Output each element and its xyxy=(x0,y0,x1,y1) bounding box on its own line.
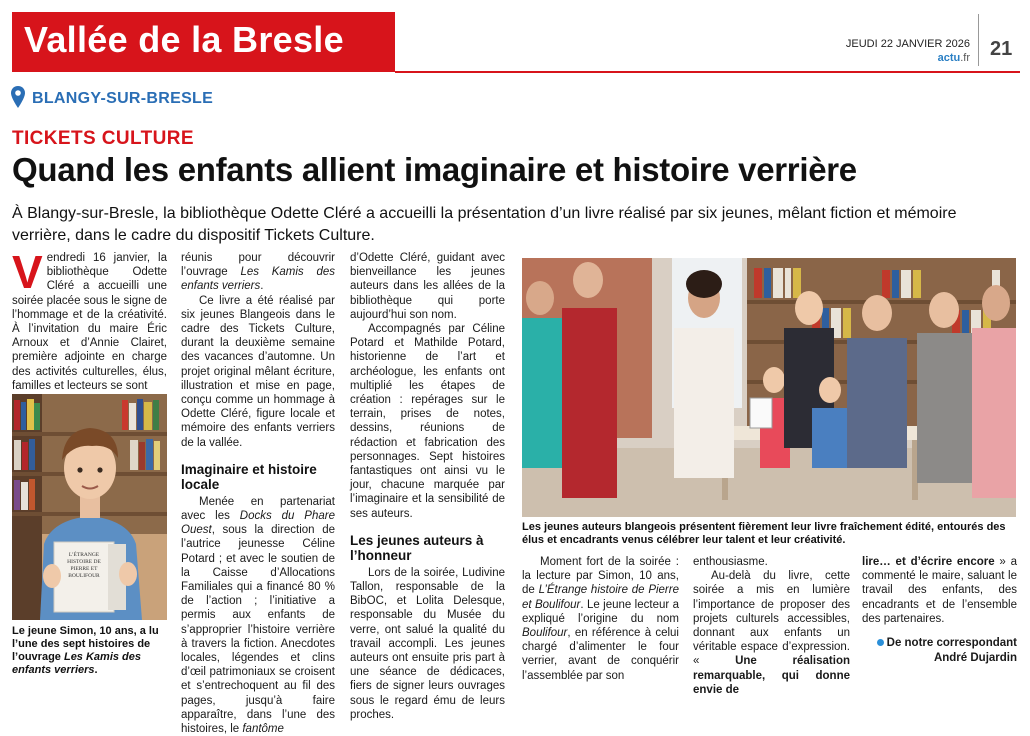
site-tld: .fr xyxy=(960,52,970,64)
article-lead: À Blangy-sur-Bresle, la bibliothèque Odette Cléré a accueilli la présentation d’un livre réalisé par six jeunes, mêlant fiction et mémoire verrière, dans le cadre du dispositif Tickets Culture. xyxy=(12,205,957,244)
drop-cap: V xyxy=(12,246,43,298)
paragraph: d’Odette Cléré, guidant avec bienveillance les jeunes auteurs dans les allées de la bibliothèque qui porte aujourd’hui son nom. xyxy=(350,252,505,321)
location-pin-icon xyxy=(11,86,25,108)
article-column-5 xyxy=(693,555,850,697)
book-title: L’Étrange histoire de Pierre et Boulifour xyxy=(522,584,679,611)
book-title: Les Kamis des enfants verriers xyxy=(181,266,335,293)
photo-group xyxy=(522,258,1016,517)
partner-name: Docks du Phare Ouest xyxy=(181,510,335,537)
paragraph: Lors de la soirée, Ludivine Tallon, responsable de la BibOC, et Lolita Delesque, responsable du Musée du verre, ont salué la qualité du travail accompli. Les jeunes auteurs ont ensuite pris part à une séance de dédicaces, fiers de signer leurs ouvrages sous le regard ému de leurs proches. xyxy=(350,566,505,721)
page-number: 21 xyxy=(990,38,1013,60)
paragraph xyxy=(181,251,335,294)
page-separator xyxy=(978,14,979,66)
book-cover-title: L’ÉTRANGE HISTOIRE DE PIERRE ET BOULIFOUR xyxy=(67,552,101,579)
quote: lire… et d’écrire encore xyxy=(862,556,995,568)
site-name: actu xyxy=(937,52,961,64)
signature-author: André Dujardin xyxy=(933,652,1017,665)
emphasis: fantôme xyxy=(242,723,284,736)
article-column-3 xyxy=(350,251,505,722)
text-run: » a commenté le maire, saluant le travail des enfants, des encadrants et de l’ensemble des partenaires. xyxy=(862,556,1017,625)
text-run: . Le jeune lecteur a expliqué l’origine du nom xyxy=(522,598,679,625)
caption-book-title: Les Kamis des enfants verriers xyxy=(12,651,142,676)
paragraph xyxy=(862,555,1017,626)
paragraph xyxy=(693,569,850,697)
text-run: Moment fort de la soirée : la lecture par Simon, 10 ans, de xyxy=(522,556,679,597)
text-run: . xyxy=(260,280,264,293)
caption-text: Le jeune Simon, 10 ans, a lu l’une des sept histoires de l’ouvrage xyxy=(12,625,159,663)
section-banner xyxy=(12,12,395,72)
paragraph: Ce livre a été réalisé par six jeunes Blangeois dans le cadre des Tickets Culture, durant la deuxième semaine des vacances d’automne. Un projet original mêlant écriture, illustration et mise en page, conçu comme un hommage à Odette Cléré, figure locale et mémoire des enfants verriers de la vallée. xyxy=(181,294,335,449)
quote: Une réalisation remarquable, qui donne envie de xyxy=(693,655,850,696)
site-link[interactable] xyxy=(938,52,970,64)
article-column-2 xyxy=(181,251,335,736)
photo-caption-simon xyxy=(12,625,172,677)
article-column-1 xyxy=(12,246,167,393)
article-column-4 xyxy=(522,555,679,683)
text-run: Au-delà du livre, cette soirée a mis en lumière l’importance de proposer des projets culturels accessibles, donnant aux enfants un véritable espace d’expression. « xyxy=(693,570,850,668)
paragraph: endredi 16 janvier, la bibliothèque Odette Cléré a accueilli une soirée placée sous le signe de l’hommage et de la créativité. À l’invitation du maire Éric Arnoux et d’Annie Clairet, première adjointe en charge des activités culturelles, élus, familles et lecteurs se sont xyxy=(12,252,167,392)
subheading-jeunes-auteurs: Les jeunes auteurs à l’honneur xyxy=(350,532,484,563)
text-run: réunis pour découvrir l’ouvrage xyxy=(181,252,335,279)
section-title: Vallée de la Bresle xyxy=(24,19,344,60)
emphasis: Boulifour xyxy=(522,627,568,640)
location-label: BLANGY-SUR-BRESLE xyxy=(32,90,214,107)
paragraph xyxy=(522,555,679,683)
caption-end: . xyxy=(94,664,98,676)
article-kicker: TICKETS CULTURE xyxy=(12,128,194,149)
text-run: , sous la direction de l’autrice jeunesse Céline Potard ; et avec le soutien de la Caisse d’Allocations Familiales qui a financé 80 % de l’action ; l’initiative a permis aux enfants de s’approprier l’histoire verrière à travers la fiction. Anecdotes locales, légendes et clins d’œil patrimoniaux se croisent et s’entrechoquent au fil des pages, jusqu’à faire apparaître, dans l’une des histoires, le xyxy=(181,524,335,736)
article-column-6 xyxy=(862,555,1017,666)
signature-role: De notre correspondant xyxy=(886,637,1017,650)
text-run: Menée en partenariat avec les xyxy=(181,495,335,523)
signature xyxy=(862,636,1017,666)
bullet-dot-icon xyxy=(877,639,884,646)
article-headline: Quand les enfants allient imaginaire et histoire verrière xyxy=(12,151,857,188)
header-rule xyxy=(395,71,1020,73)
paragraph: enthousiasme. xyxy=(693,556,768,568)
subheading-imaginaire: Imaginaire et histoire locale xyxy=(181,461,317,492)
paragraph: Accompagnés par Céline Potard et Mathilde Potard, historienne de l’art et archéologue, les enfants ont multiplié les étapes de création : repérages sur le terrain, prises de notes, dessins, réunions de rédaction et fabrication des personnages. Sept histoires fantastiques ont ainsi vu le jour, chacune marquée par l’imaginaire et la sensibilité de ses auteurs. xyxy=(350,323,505,520)
issue-date: JEUDI 22 JANVIER 2026 xyxy=(845,38,970,50)
paragraph xyxy=(181,495,335,736)
text-run: , en référence à celui chargé d’alimenter le four verrier, avant de conquérir l’assemblée par son xyxy=(522,627,679,682)
photo-caption-group: Les jeunes auteurs blangeois présentent fièrement leur livre fraîchement édité, entourés des élus et encadrants venus célébrer leur talent et leur créativité. xyxy=(522,521,1006,546)
photo-simon xyxy=(12,394,167,620)
